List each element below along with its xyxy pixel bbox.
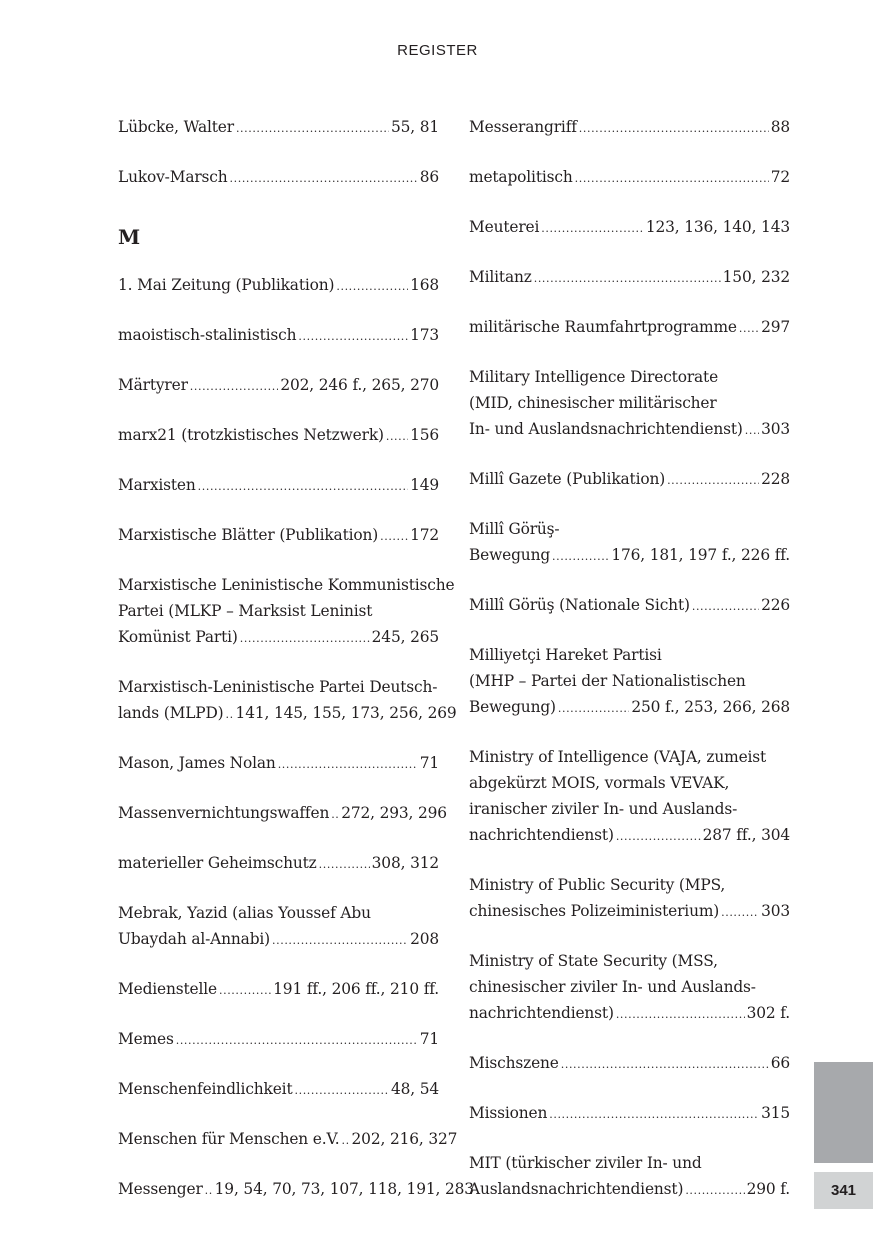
index-term: marx21 (trotzkistisches Netzwerk) bbox=[118, 426, 384, 444]
dot-leader bbox=[575, 166, 769, 192]
dot-leader bbox=[198, 474, 408, 500]
index-entry-last-line bbox=[469, 466, 790, 494]
index-entry-line: iranischer ziviler In- und Auslands- bbox=[469, 800, 738, 818]
index-term: Massenvernichtungswaffen bbox=[118, 804, 330, 822]
index-entry-line: Marxistische Leninistische Kommunistische bbox=[118, 576, 455, 594]
index-term: Menschen für Menschen e.V. bbox=[118, 1130, 340, 1148]
index-entry-last-line bbox=[469, 164, 790, 192]
index-column-left bbox=[118, 114, 474, 1226]
dot-leader bbox=[558, 696, 629, 722]
index-entry-last-line bbox=[118, 272, 439, 300]
index-entry-last-line bbox=[118, 800, 447, 828]
dot-leader bbox=[230, 166, 418, 192]
index-entry-line: (MID, chinesischer militärischer bbox=[469, 394, 717, 412]
index-entry-last-line bbox=[118, 624, 439, 652]
index-term: Märtyrer bbox=[118, 376, 188, 394]
dot-leader bbox=[745, 418, 759, 444]
index-term: materieller Geheimschutz bbox=[118, 854, 317, 872]
index-entry bbox=[118, 372, 439, 400]
page-references: 141, 145, 155, 173, 256, 269 bbox=[235, 704, 457, 722]
index-entry bbox=[118, 164, 439, 192]
page-references: 173 bbox=[410, 326, 439, 344]
dot-leader bbox=[380, 524, 408, 550]
dot-leader bbox=[552, 544, 609, 570]
index-entry-line: chinesischer ziviler In- und Auslands- bbox=[469, 978, 756, 996]
index-entry bbox=[118, 1026, 439, 1054]
index-entry bbox=[469, 164, 790, 192]
index-term: Medienstelle bbox=[118, 980, 218, 998]
index-entry-last-line bbox=[469, 898, 790, 926]
dot-leader bbox=[692, 594, 759, 620]
index-entry bbox=[469, 516, 790, 570]
index-term: Meuterei bbox=[469, 218, 540, 236]
page-references: 149 bbox=[410, 476, 439, 494]
index-entry bbox=[118, 522, 439, 550]
index-entry bbox=[118, 976, 439, 1004]
index-entry bbox=[118, 800, 447, 828]
page-references: 287 ff., 304 bbox=[702, 826, 790, 844]
index-entry-line: Ministry of Public Security (MPS, bbox=[469, 876, 726, 894]
page-number: 341 bbox=[814, 1172, 873, 1209]
dot-leader bbox=[205, 1178, 213, 1204]
index-entry-line: Ministry of Intelligence (VAJA, zumeist bbox=[469, 748, 767, 766]
index-entry-line: Mebrak, Yazid (alias Youssef Abu bbox=[118, 904, 371, 922]
dot-leader bbox=[534, 266, 721, 292]
index-entry-last-line bbox=[469, 416, 790, 444]
index-entry bbox=[469, 872, 790, 926]
index-term: lands (MLPD) bbox=[118, 704, 224, 722]
page-references: 71 bbox=[419, 1030, 439, 1048]
page-references: 71 bbox=[419, 754, 439, 772]
dot-leader bbox=[331, 802, 339, 828]
page-references: 202, 246 f., 265, 270 bbox=[280, 376, 439, 394]
dot-leader bbox=[685, 1178, 744, 1204]
dot-leader bbox=[667, 468, 759, 494]
index-term: Komünist Parti) bbox=[118, 628, 238, 646]
index-entry-last-line bbox=[118, 114, 439, 142]
index-entry-last-line bbox=[469, 1176, 790, 1204]
index-term: Menschenfeindlichkeit bbox=[118, 1080, 293, 1098]
dot-leader bbox=[616, 1002, 745, 1028]
index-entry-last-line bbox=[118, 1076, 439, 1104]
index-entry bbox=[118, 750, 439, 778]
page-references: 168 bbox=[410, 276, 439, 294]
dot-leader bbox=[721, 900, 759, 926]
dot-leader bbox=[219, 978, 271, 1004]
index-term: Mason, James Nolan bbox=[118, 754, 276, 772]
index-entry bbox=[469, 1050, 790, 1078]
page-references: 66 bbox=[770, 1054, 790, 1072]
index-entry-line: MIT (türkischer ziviler In- und bbox=[469, 1154, 702, 1172]
index-entry-last-line bbox=[469, 542, 790, 570]
index-entry-last-line bbox=[118, 1126, 458, 1154]
dot-leader bbox=[579, 116, 769, 142]
index-term: Messenger bbox=[118, 1180, 203, 1198]
index-term: chinesisches Polizeiministerium) bbox=[469, 902, 720, 920]
page-references: 86 bbox=[419, 168, 439, 186]
index-group-m bbox=[118, 272, 474, 1204]
page-references: 228 bbox=[761, 470, 790, 488]
thumb-index-tab bbox=[814, 1062, 873, 1163]
page-references: 302 f. bbox=[746, 1004, 790, 1022]
index-entry-last-line bbox=[118, 926, 439, 954]
index-group-before bbox=[118, 114, 439, 192]
dot-leader bbox=[190, 374, 279, 400]
index-term: Lukov-Marsch bbox=[118, 168, 228, 186]
page-references: 297 bbox=[761, 318, 790, 336]
page-references: 226 bbox=[761, 596, 790, 614]
index-entry bbox=[469, 744, 790, 850]
index-entry-line: Partei (MLKP – Marksist Leninist bbox=[118, 602, 373, 620]
page-references: 150, 232 bbox=[722, 268, 790, 286]
page-references: 308, 312 bbox=[371, 854, 439, 872]
index-entry-line: Millî Görüş- bbox=[469, 520, 560, 538]
page-references: 290 f. bbox=[746, 1180, 790, 1198]
index-column-right bbox=[469, 114, 790, 1226]
section-letter: M bbox=[118, 225, 141, 249]
dot-leader bbox=[386, 424, 408, 450]
page-references: 250 f., 253, 266, 268 bbox=[631, 698, 790, 716]
page-references: 315 bbox=[761, 1104, 790, 1122]
index-entry-last-line bbox=[118, 1176, 474, 1204]
index-entry-last-line bbox=[118, 322, 439, 350]
index-entry bbox=[469, 1150, 790, 1204]
index-term: Bewegung) bbox=[469, 698, 556, 716]
dot-leader bbox=[298, 324, 408, 350]
index-entry bbox=[118, 114, 439, 142]
index-term: Messerangriff bbox=[469, 118, 577, 136]
index-entry bbox=[469, 214, 790, 242]
index-term: 1. Mai Zeitung (Publikation) bbox=[118, 276, 335, 294]
dot-leader bbox=[336, 274, 408, 300]
index-entry bbox=[118, 1176, 474, 1204]
page-references: 55, 81 bbox=[390, 118, 439, 136]
index-entry-last-line bbox=[118, 422, 439, 450]
index-term: Marxistische Blätter (Publikation) bbox=[118, 526, 379, 544]
page-references: 191 ff., 206 ff., 210 ff. bbox=[273, 980, 439, 998]
index-entry-last-line bbox=[118, 522, 439, 550]
index-entry-last-line bbox=[469, 264, 790, 292]
index-term: Bewegung bbox=[469, 546, 551, 564]
index-entry-last-line bbox=[469, 694, 790, 722]
index-term: Marxisten bbox=[118, 476, 196, 494]
index-entry-line: Ministry of State Security (MSS, bbox=[469, 952, 718, 970]
index-term: Missionen bbox=[469, 1104, 548, 1122]
index-entry-last-line bbox=[469, 1000, 790, 1028]
dot-leader bbox=[342, 1128, 350, 1154]
page-references: 245, 265 bbox=[371, 628, 439, 646]
index-entry-line: (MHP – Partei der Nationalistischen bbox=[469, 672, 746, 690]
page-references: 156 bbox=[410, 426, 439, 444]
index-entry bbox=[118, 422, 439, 450]
dot-leader bbox=[278, 752, 418, 778]
page-references: 303 bbox=[761, 420, 790, 438]
index-entry-last-line bbox=[118, 700, 457, 728]
index-term: metapolitisch bbox=[469, 168, 573, 186]
index-entry bbox=[469, 592, 790, 620]
index-entry-last-line bbox=[469, 822, 790, 850]
index-entry-last-line bbox=[469, 1050, 790, 1078]
index-entry-last-line bbox=[469, 1100, 790, 1128]
index-term: Ubaydah al-Annabi) bbox=[118, 930, 271, 948]
page-references: 123, 136, 140, 143 bbox=[645, 218, 790, 236]
index-term: Mischszene bbox=[469, 1054, 559, 1072]
index-entry-line: abgekürzt MOIS, vormals VEVAK, bbox=[469, 774, 730, 792]
index-entry bbox=[469, 948, 790, 1028]
index-entry-last-line bbox=[118, 1026, 439, 1054]
dot-leader bbox=[319, 852, 370, 878]
index-term: nachrichtendienst) bbox=[469, 826, 614, 844]
page-references: 303 bbox=[761, 902, 790, 920]
page-references: 208 bbox=[410, 930, 439, 948]
index-entry bbox=[118, 272, 439, 300]
dot-leader bbox=[236, 116, 389, 142]
index-entry bbox=[469, 642, 790, 722]
index-term: militärische Raumfahrtprogramme bbox=[469, 318, 737, 336]
running-header: REGISTER bbox=[397, 42, 478, 59]
index-entry bbox=[118, 850, 439, 878]
index-entry-line: Military Intelligence Directorate bbox=[469, 368, 719, 386]
page-references: 19, 54, 70, 73, 107, 118, 191, 283 bbox=[214, 1180, 474, 1198]
index-entry-last-line bbox=[469, 214, 790, 242]
index-term: maoistisch-stalinistisch bbox=[118, 326, 297, 344]
page-references: 72 bbox=[770, 168, 790, 186]
dot-leader bbox=[561, 1052, 769, 1078]
index-entry-last-line bbox=[118, 976, 439, 1004]
page-references: 48, 54 bbox=[390, 1080, 439, 1098]
index-entry bbox=[469, 364, 790, 444]
index-term: Lübcke, Walter bbox=[118, 118, 234, 136]
dot-leader bbox=[176, 1028, 418, 1054]
dot-leader bbox=[240, 626, 370, 652]
index-term: Millî Görüş (Nationale Sicht) bbox=[469, 596, 690, 614]
index-entry bbox=[469, 466, 790, 494]
index-entry-last-line bbox=[118, 850, 439, 878]
index-entry bbox=[118, 674, 457, 728]
index-entry-last-line bbox=[118, 164, 439, 192]
index-entry bbox=[118, 1126, 458, 1154]
index-entry bbox=[118, 900, 439, 954]
index-entry-last-line bbox=[118, 472, 439, 500]
index-term: Memes bbox=[118, 1030, 174, 1048]
index-entry-last-line bbox=[118, 750, 439, 778]
dot-leader bbox=[739, 316, 759, 342]
dot-leader bbox=[226, 702, 234, 728]
dot-leader bbox=[616, 824, 701, 850]
index-entry-line: Marxistisch-Leninistische Partei Deutsch- bbox=[118, 678, 438, 696]
index-entry bbox=[118, 1076, 439, 1104]
index-term: In- und Auslandsnachrichtendienst) bbox=[469, 420, 743, 438]
index-entry-last-line bbox=[118, 372, 439, 400]
index-entry-last-line bbox=[469, 592, 790, 620]
index-entry bbox=[469, 114, 790, 142]
index-term: nachrichtendienst) bbox=[469, 1004, 614, 1022]
index-term: Millî Gazete (Publikation) bbox=[469, 470, 666, 488]
dot-leader bbox=[549, 1102, 759, 1128]
index-term: Militanz bbox=[469, 268, 532, 286]
index-term: Auslandsnachrichtendienst) bbox=[469, 1180, 684, 1198]
index-entry bbox=[118, 472, 439, 500]
index-entry bbox=[118, 322, 439, 350]
dot-leader bbox=[541, 216, 644, 242]
index-entry bbox=[469, 264, 790, 292]
dot-leader bbox=[272, 928, 408, 954]
index-entry-last-line bbox=[469, 314, 790, 342]
dot-leader bbox=[295, 1078, 389, 1104]
index-entry bbox=[469, 314, 790, 342]
index-entry bbox=[118, 572, 455, 652]
index-entry bbox=[469, 1100, 790, 1128]
page-references: 202, 216, 327 bbox=[351, 1130, 458, 1148]
index-entry-line: Milliyetçi Hareket Partisi bbox=[469, 646, 662, 664]
page-references: 172 bbox=[410, 526, 439, 544]
page-references: 88 bbox=[770, 118, 790, 136]
page-references: 272, 293, 296 bbox=[341, 804, 447, 822]
page-references: 176, 181, 197 f., 226 ff. bbox=[611, 546, 790, 564]
index-entry-last-line bbox=[469, 114, 790, 142]
index-group-right bbox=[469, 114, 790, 1204]
